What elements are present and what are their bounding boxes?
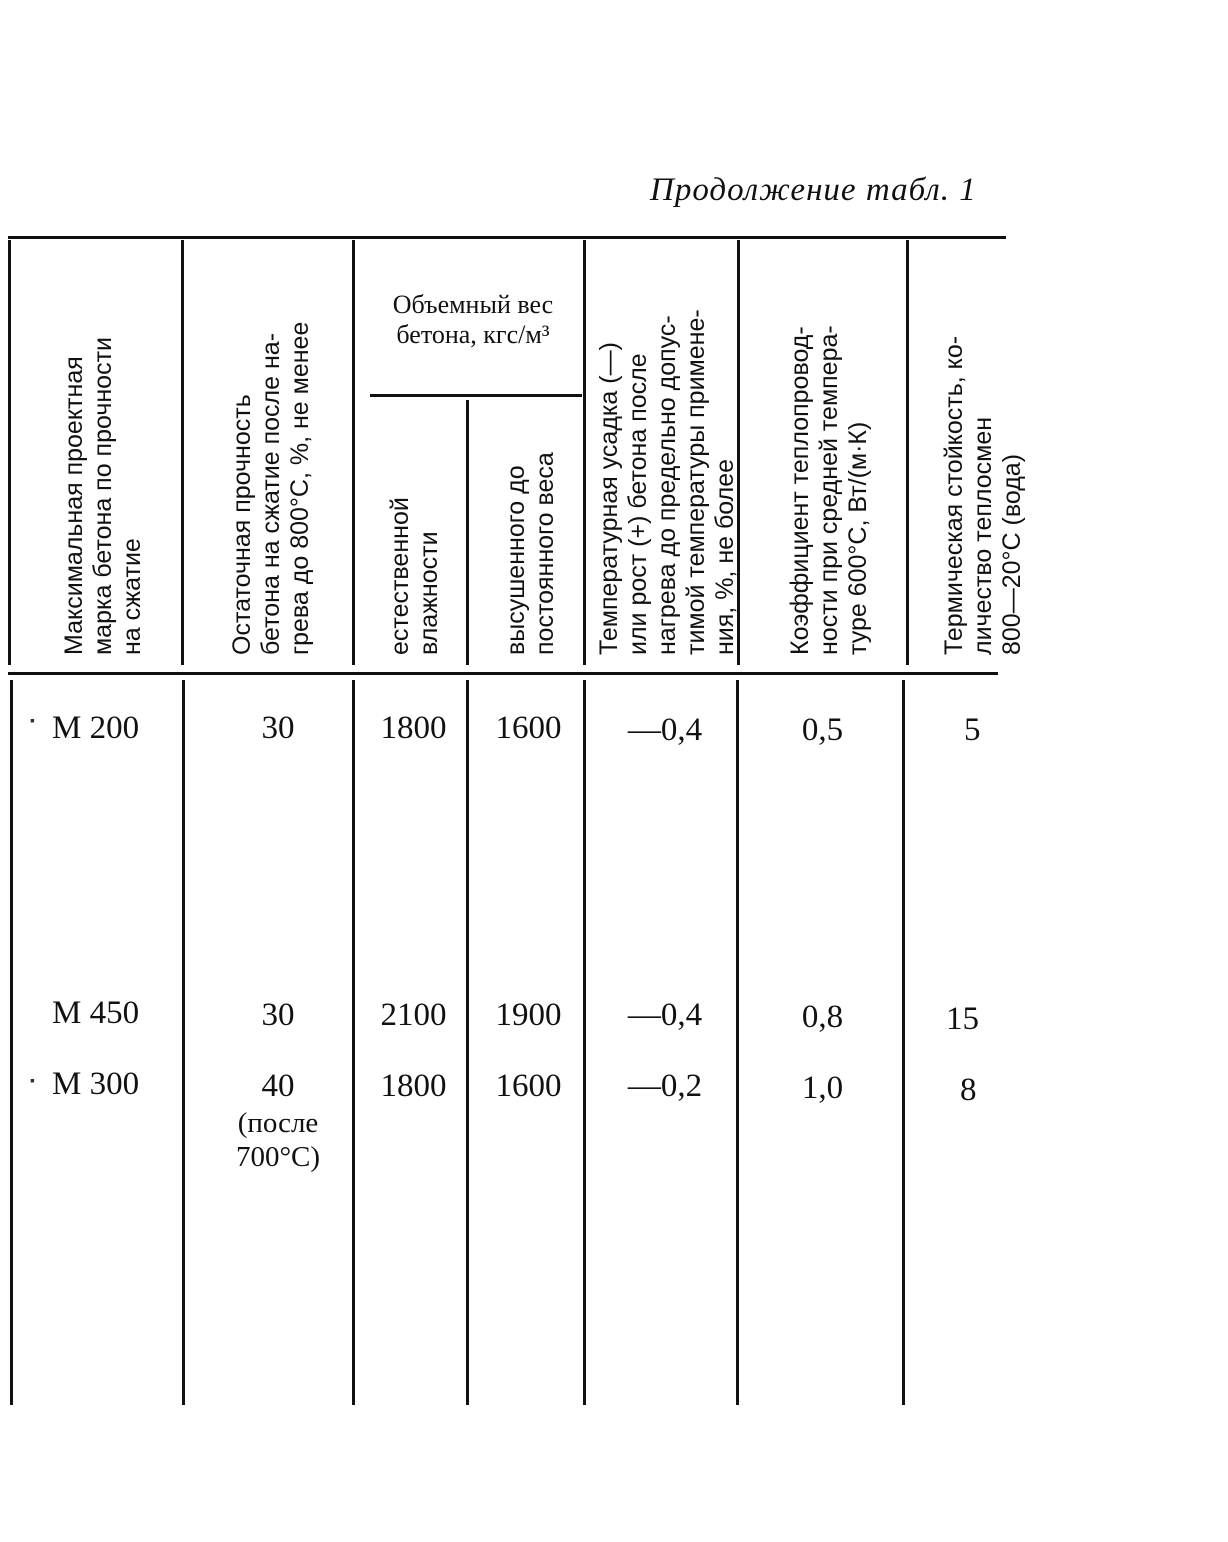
cell-shrinkage: —0,4	[627, 712, 703, 748]
cell-residual: 40	[261, 1068, 295, 1104]
header-thermal-shrinkage: Температурная усадка (—) или рост (+) бетона после нагрева до предельно допус- тимой температуры примене- ния, %, не более	[595, 309, 739, 655]
col-divider	[583, 680, 586, 1405]
header-thermal-conductivity: Коэффициент теплопровод- ности при средней темпера- туре 600°С, Вт/(м·К)	[786, 325, 872, 655]
cell-stability: 15	[946, 1001, 979, 1037]
col-divider	[466, 400, 469, 665]
cell-stability: 8	[960, 1072, 977, 1108]
group-header-rule	[370, 394, 582, 397]
cell-grade: М 300	[52, 1066, 140, 1102]
col-divider	[181, 240, 184, 665]
cell-residual: 30	[261, 997, 295, 1033]
col-divider	[906, 240, 909, 665]
cell-grade: М 200	[52, 710, 140, 746]
scan-mark: ▪	[30, 714, 35, 729]
cell-dried: 1600	[495, 710, 562, 746]
col-divider	[902, 680, 905, 1405]
cell-stability: 5	[964, 712, 981, 748]
col-divider	[466, 680, 469, 1405]
cell-conductivity: 0,5	[801, 712, 844, 748]
cell-residual: 30	[261, 710, 295, 746]
cell-conductivity: 1,0	[801, 1070, 844, 1106]
header-top-rule	[8, 236, 1006, 239]
cell-natural: 1800	[380, 1068, 447, 1104]
cell-grade: М 450	[52, 995, 140, 1031]
header-max-grade: Максимальная проектная марка бетона по прочности на сжатие	[60, 336, 146, 655]
header-volume-weight: Объемный вес бетона, кгс/м³	[392, 290, 554, 349]
cell-shrinkage: —0,4	[627, 997, 703, 1033]
table-continuation-title: Продолжение табл. 1	[650, 172, 977, 208]
col-divider	[352, 680, 355, 1405]
cell-natural: 2100	[380, 997, 447, 1033]
col-divider	[8, 240, 11, 665]
header-residual-strength: Остаточная прочность бетона на сжатие после на- грева до 800°С, %, не менее	[228, 321, 314, 655]
cell-conductivity: 0,8	[801, 999, 844, 1035]
col-divider	[182, 680, 185, 1405]
header-dried-weight: высушенного до постоянного веса	[502, 452, 559, 655]
header-natural-moisture: естественной влажности	[386, 497, 443, 655]
cell-residual-note: (после 700°С)	[235, 1107, 321, 1173]
scan-mark: ▪	[30, 1074, 35, 1089]
header-thermal-stability: Термическая стойкость, ко- личество теплосмен 800—20°С (вода)	[940, 335, 1026, 655]
header-bottom-rule	[8, 672, 998, 675]
cell-dried: 1600	[495, 1068, 562, 1104]
col-divider	[736, 680, 739, 1405]
cell-dried: 1900	[495, 997, 562, 1033]
cell-natural: 1800	[380, 710, 447, 746]
col-divider	[10, 680, 13, 1405]
col-divider	[352, 240, 355, 665]
cell-shrinkage: —0,2	[627, 1068, 703, 1104]
